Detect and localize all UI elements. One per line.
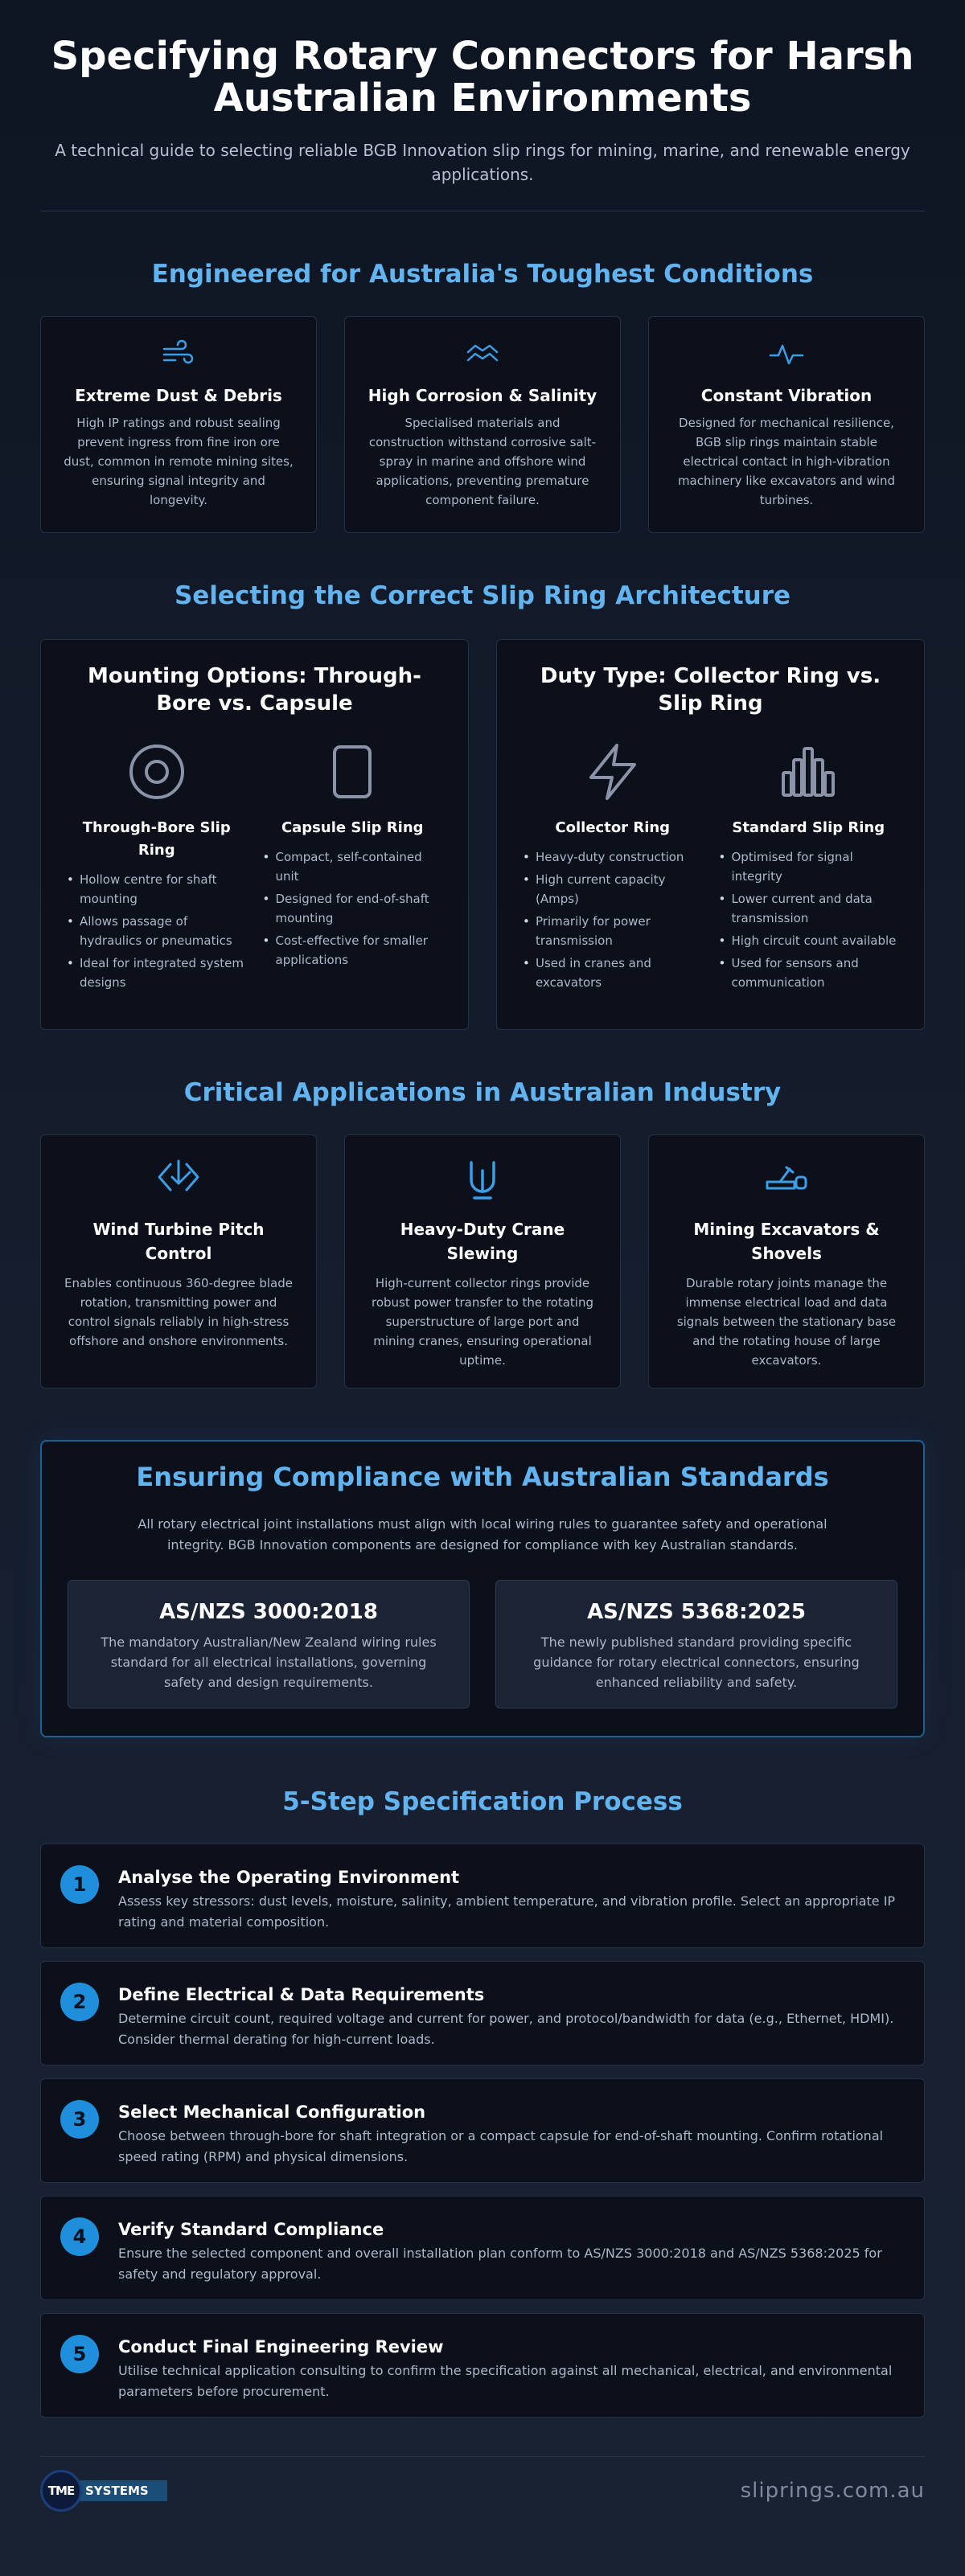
process-step bbox=[40, 2196, 925, 2300]
application-title: Heavy-Duty Crane Slewing bbox=[400, 1220, 565, 1263]
option-points bbox=[65, 870, 248, 992]
process-step bbox=[40, 1844, 925, 1948]
step-number: 5 bbox=[60, 2335, 99, 2373]
option-points bbox=[521, 847, 704, 992]
option-collector-ring bbox=[521, 740, 704, 995]
list-item: • Lower current and data transmission bbox=[717, 889, 901, 928]
condition-card-corrosion bbox=[344, 316, 621, 533]
list-item: • Compact, self-contained unit bbox=[261, 847, 445, 886]
condition-text: Specialised materials and construction withstand corrosive salt-spray in marine and offshore wind applications, preventing premature component failure. bbox=[368, 416, 597, 507]
duty-title: Duty Type: Collector Ring vs. Slip Ring bbox=[540, 664, 881, 716]
standard-code: AS/NZS 5368:2025 bbox=[587, 1600, 806, 1624]
page-title: Specifying Rotary Connectors for Harsh Australian Environments bbox=[51, 34, 914, 121]
mounting-title: Mounting Options: Through-Bore vs. Capsule bbox=[88, 664, 421, 716]
compliance-section bbox=[40, 1440, 925, 1737]
pulse-icon bbox=[769, 339, 804, 368]
step-title: Conduct Final Engineering Review bbox=[118, 2337, 444, 2357]
step-number: 1 bbox=[60, 1865, 99, 1904]
step-number: 3 bbox=[60, 2100, 99, 2139]
condition-text: Designed for mechanical resilience, BGB slip rings maintain stable electrical contact in high-vibration machinery like excavators and wind turbines. bbox=[677, 416, 896, 507]
step-text: Ensure the selected component and overall installation plan conform to AS/NZS 3000:2018 and AS/NZS 5368:2025 for safety and regulatory approval. bbox=[118, 2246, 882, 2282]
step-title: Verify Standard Compliance bbox=[118, 2220, 384, 2239]
application-title: Wind Turbine Pitch Control bbox=[92, 1220, 265, 1263]
list-item: • Designed for end-of-shaft mounting bbox=[261, 889, 445, 928]
application-card-wind-turbine bbox=[40, 1134, 317, 1388]
standard-text: The mandatory Australian/New Zealand wiring rules standard for all electrical installations, governing safety and design requirements. bbox=[101, 1635, 437, 1690]
duty-card bbox=[496, 639, 925, 1030]
step-text: Choose between through-bore for shaft integration or a compact capsule for end-of-shaft mounting. Confirm rotational speed rating (RPM) and physical dimensions. bbox=[118, 2128, 884, 2164]
hero-header bbox=[40, 0, 925, 187]
application-card-crane bbox=[344, 1134, 621, 1388]
step-text: Utilise technical application consulting to confirm the specification against all mechanical, electrical, and environmental parameters before procurement. bbox=[118, 2363, 893, 2399]
excavator-icon bbox=[762, 1161, 811, 1196]
condition-card-vibration bbox=[648, 316, 925, 533]
list-item: • Used in cranes and excavators bbox=[521, 954, 704, 992]
option-standard-slip-ring bbox=[717, 740, 901, 995]
through-bore-icon bbox=[126, 741, 187, 802]
signal-bars-icon bbox=[779, 745, 837, 798]
step-title: Define Electrical & Data Requirements bbox=[118, 1985, 485, 2004]
list-item: • Heavy-duty construction bbox=[521, 847, 704, 867]
option-name: Through-Bore Slip Ring bbox=[82, 819, 231, 859]
option-capsule bbox=[261, 740, 445, 995]
process-step bbox=[40, 2078, 925, 2183]
option-points bbox=[261, 847, 445, 970]
step-number: 4 bbox=[60, 2217, 99, 2256]
process-step bbox=[40, 2313, 925, 2418]
applications-section bbox=[40, 1077, 925, 1388]
compliance-intro: All rotary electrical joint installations must align with local wiring rules to guarantee safety and operational integrity. BGB Innovation components are designed for compliance with key Australian standards. bbox=[138, 1516, 827, 1553]
conditions-section bbox=[40, 258, 925, 533]
architecture-section bbox=[40, 580, 925, 1030]
list-item: • High current capacity (Amps) bbox=[521, 870, 704, 909]
list-item: • Optimised for signal integrity bbox=[717, 847, 901, 886]
section-title: Engineered for Australia's Toughest Conditions bbox=[151, 260, 814, 289]
list-item: • High circuit count available bbox=[717, 931, 901, 950]
section-title: Selecting the Correct Slip Ring Architecture bbox=[174, 581, 791, 610]
option-points bbox=[717, 847, 901, 992]
lightning-icon bbox=[585, 742, 641, 802]
application-title: Mining Excavators & Shovels bbox=[693, 1220, 880, 1263]
option-name: Capsule Slip Ring bbox=[281, 819, 424, 836]
section-title: 5-Step Specification Process bbox=[282, 1787, 683, 1816]
condition-card-dust bbox=[40, 316, 317, 533]
logo-mark: TME bbox=[40, 2470, 82, 2512]
option-name: Collector Ring bbox=[555, 819, 671, 836]
crane-hook-icon bbox=[463, 1156, 502, 1201]
wind-turbine-icon bbox=[154, 1158, 203, 1200]
list-item: • Hollow centre for shaft mounting bbox=[65, 870, 248, 909]
process-section bbox=[40, 1786, 925, 2418]
application-card-excavator bbox=[648, 1134, 925, 1388]
step-title: Analyse the Operating Environment bbox=[118, 1868, 460, 1887]
condition-title: High Corrosion & Salinity bbox=[368, 386, 597, 405]
application-text: Enables continuous 360-degree blade rotation, transmitting power and control signals reliably in high-stress offshore and onshore environments. bbox=[64, 1276, 293, 1348]
wave-icon bbox=[465, 339, 500, 368]
application-text: Durable rotary joints manage the immense electrical load and data signals between the stationary base and the rotating house of large excavators. bbox=[676, 1276, 897, 1368]
mounting-card bbox=[40, 639, 469, 1030]
list-item: • Primarily for power transmission bbox=[521, 912, 704, 950]
standard-text: The newly published standard providing specific guidance for rotary electrical connectors, ensuring enhanced reliability and safety. bbox=[533, 1635, 860, 1690]
list-item: • Allows passage of hydraulics or pneumatics bbox=[65, 912, 248, 950]
footer bbox=[40, 2457, 925, 2525]
page-subtitle: A technical guide to selecting reliable BGB Innovation slip rings for mining, marine, and renewable energy applications. bbox=[55, 141, 910, 184]
standard-card bbox=[495, 1580, 897, 1708]
condition-title: Constant Vibration bbox=[700, 386, 873, 405]
company-logo[interactable] bbox=[40, 2470, 167, 2512]
wind-icon bbox=[161, 339, 196, 368]
standard-card bbox=[68, 1580, 470, 1708]
condition-title: Extreme Dust & Debris bbox=[75, 386, 282, 405]
logo-text: SYSTEMS bbox=[71, 2480, 167, 2501]
option-name: Standard Slip Ring bbox=[732, 819, 885, 836]
list-item: • Ideal for integrated system designs bbox=[65, 954, 248, 992]
section-title: Critical Applications in Australian Industry bbox=[183, 1078, 782, 1107]
step-text: Assess key stressors: dust levels, moisture, salinity, ambient temperature, and vibration profile. Select an appropriate IP rating and material composition. bbox=[118, 1893, 896, 1930]
step-text: Determine circuit count, required voltage and current for power, and protocol/bandwidth for data (e.g., Ethernet, HDMI). Consider thermal derating for high-current loads. bbox=[118, 2011, 894, 2047]
list-item: • Cost-effective for smaller applications bbox=[261, 931, 445, 970]
step-number: 2 bbox=[60, 1983, 99, 2021]
condition-text: High IP ratings and robust sealing prevent ingress from fine iron ore dust, common in remote mining sites, ensuring signal integrity and longevity. bbox=[64, 416, 294, 507]
step-title: Select Mechanical Configuration bbox=[118, 2102, 426, 2122]
section-title: Ensuring Compliance with Australian Standards bbox=[136, 1462, 829, 1492]
website-link[interactable]: sliprings.com.au bbox=[740, 2479, 925, 2503]
process-step bbox=[40, 1961, 925, 2065]
standard-code: AS/NZS 3000:2018 bbox=[159, 1600, 378, 1624]
list-item: • Used for sensors and communication bbox=[717, 954, 901, 992]
option-through-bore bbox=[65, 740, 248, 995]
capsule-icon bbox=[328, 744, 376, 800]
application-text: High-current collector rings provide robust power transfer to the rotating superstructure of large port and mining cranes, ensuring operational uptime. bbox=[371, 1276, 594, 1368]
